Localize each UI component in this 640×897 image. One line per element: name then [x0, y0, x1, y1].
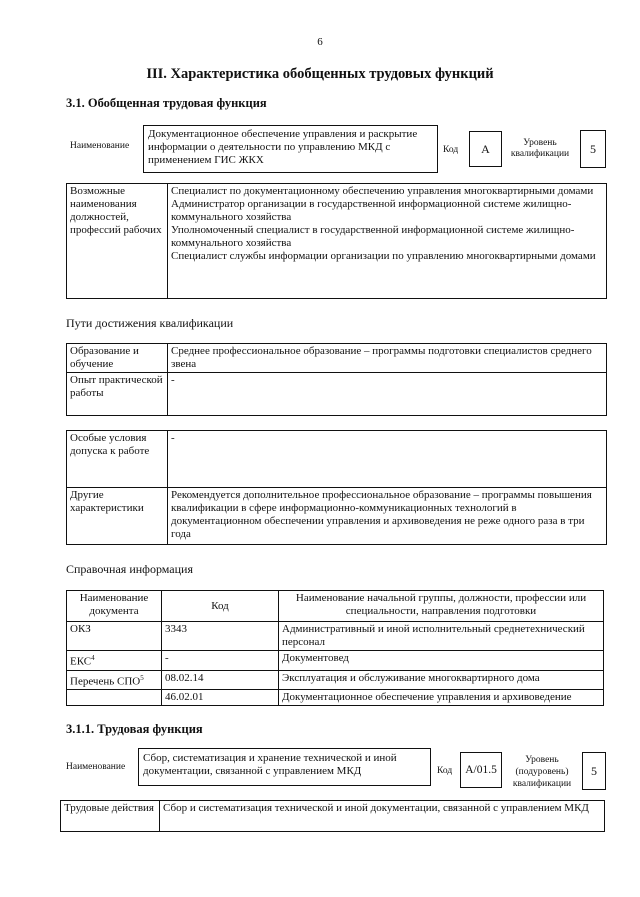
ref-doc: ЕКС [70, 655, 92, 668]
education-label: Образование и обучение [67, 344, 168, 373]
other-value: Рекомендуется дополнительное профессиональное образование – программы повышения квалификации в сфере информационно-коммуникационных технологий в документационном обеспечении управления и архивоведения не реже одного раза в три года [168, 488, 607, 545]
ref-name: Эксплуатация и обслуживание многоквартирного дома [279, 670, 604, 690]
code-value: A [469, 131, 502, 167]
tf-name-value-box [138, 748, 431, 786]
name-label: Наименование [70, 141, 130, 151]
ref-doc: Перечень СПО [70, 675, 141, 688]
position-item: Администратор организации в государственной информационной системе жилищно-коммунального хозяйства [171, 198, 572, 223]
labor-actions-table [60, 800, 605, 832]
ref-name: Документационное обеспечение управления и архивоведение [279, 690, 604, 706]
conditions-value: - [168, 431, 607, 488]
education-value: Среднее профессиональное образование – программы подготовки специалистов среднего звена [168, 344, 607, 373]
paths-heading: Пути достижения квалификации [66, 316, 234, 330]
labor-actions-label: Трудовые действия [61, 801, 160, 832]
ref-code: 3343 [162, 622, 279, 651]
ref-doc-footnote: 4 [91, 654, 95, 662]
section-3-1-heading: 3.1. Обобщенная трудовая функция [66, 96, 267, 110]
ref-code: - [162, 651, 279, 671]
section-3-1-1-heading: 3.1.1. Трудовая функция [66, 722, 203, 736]
labor-actions-value: Сбор и систематизация технической и иной документации, связанной с управлением МКД [160, 801, 605, 832]
ref-doc-footnote: 5 [140, 673, 144, 682]
experience-label: Опыт практической работы [67, 373, 168, 416]
ref-header-doc: Наименование документа [67, 591, 162, 622]
reference-table [66, 590, 604, 706]
tf-name-value: Сбор, систематизация и хранение технической и иной документации, связанной с управлением МКД [143, 752, 397, 777]
level-label: Уровень квалификации [510, 138, 570, 159]
position-item: Уполномоченный специалист в государственной информационной системе жилищно-коммунального хозяйства [171, 224, 575, 249]
ref-doc-cell [67, 651, 162, 671]
education-table [66, 343, 607, 416]
tf-name-label: Наименование [66, 762, 126, 772]
name-value: Документационное обеспечение управления и раскрытие информации о деятельности по управлению МКД с применением ГИС ЖКХ [148, 128, 418, 166]
tf-code-label: Код [437, 766, 453, 776]
positions-list [168, 184, 607, 299]
page-number: 6 [317, 36, 323, 48]
table-row [67, 670, 604, 690]
level-value: 5 [580, 130, 606, 168]
positions-table [66, 183, 607, 299]
positions-label: Возможные наименования должностей, профессий рабочих [67, 184, 168, 299]
ref-name: Административный и иной исполнительный среднетехнический персонал [279, 622, 604, 651]
tf-level-label: Уровень (подуровень) квалификации [512, 755, 572, 789]
conditions-label: Особые условия допуска к работе [67, 431, 168, 488]
ref-header-code: Код [162, 591, 279, 622]
position-item: Специалист по документационному обеспечению управления многоквартирными домами [171, 185, 594, 197]
ref-code: 08.02.14 [162, 670, 279, 690]
ref-doc-cell [67, 670, 162, 690]
position-item: Специалист службы информации организации по управлению многоквартирными домами [171, 250, 596, 262]
ref-doc: ОКЗ [67, 622, 162, 651]
ref-code: 46.02.01 [162, 690, 279, 706]
table-row [67, 690, 604, 706]
ref-name: Документовед [279, 651, 604, 671]
conditions-table [66, 430, 607, 545]
experience-value: - [168, 373, 607, 416]
table-row [67, 622, 604, 651]
tf-level-value: 5 [582, 752, 606, 790]
tf-code-value: A/01.5 [460, 752, 502, 788]
reference-heading: Справочная информация [66, 562, 193, 576]
ref-header-name: Наименование начальной группы, должности, профессии или специальности, направления подготовки [279, 591, 604, 622]
name-value-box [143, 125, 438, 173]
ref-doc [67, 690, 162, 706]
code-label: Код [443, 145, 459, 155]
other-label: Другие характеристики [67, 488, 168, 545]
page-title: III. Характеристика обобщенных трудовых функций [146, 66, 494, 82]
table-row [67, 651, 604, 671]
